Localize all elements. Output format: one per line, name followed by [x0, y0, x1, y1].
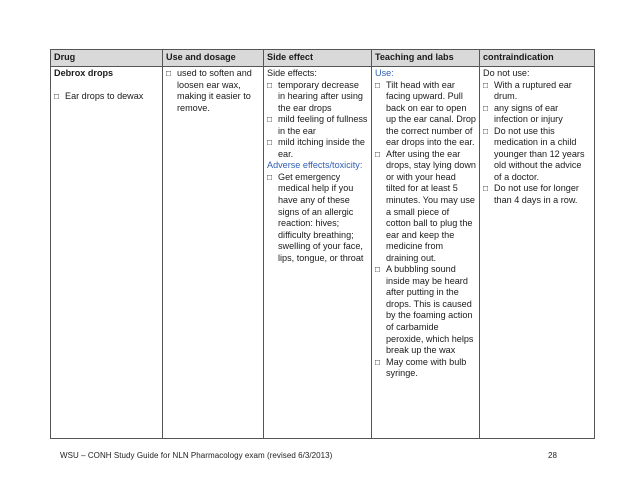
page-footer: WSU – CONH Study Guide for NLN Pharmacology exam (revised 6/3/2013) — [60, 451, 333, 460]
list-item: □ With a ruptured ear drum. — [483, 80, 591, 103]
list-item: □ Do not use this medication in a child younger than 12 years old without the advice of a doctor. — [483, 126, 591, 184]
teaching-title: Use: — [375, 68, 394, 78]
header-side-effect: Side effect — [264, 50, 372, 67]
page-number: 28 — [548, 451, 557, 460]
contra-list — [483, 80, 591, 207]
use-list — [166, 68, 260, 114]
list-item: □ temporary decrease in hearing after using the ear drops — [267, 80, 368, 115]
list-item: □ Ear drops to dewax — [54, 91, 159, 103]
list-item: □ used to soften and loosen ear wax, making it easier to remove. — [166, 68, 260, 114]
list-item: □ A bubbling sound inside may be heard after putting in the drops. This is caused by the foaming action of carbamide peroxide, which helps break up the wax — [375, 264, 476, 356]
teaching-list — [375, 80, 476, 380]
side-effects-title: Side effects: — [267, 68, 317, 78]
drug-list — [54, 91, 159, 103]
side-effects-list — [267, 80, 368, 161]
list-item: □ mild feeling of fullness in the ear — [267, 114, 368, 137]
list-item: □ Tilt head with ear facing upward. Pull back on ear to open up the ear canal. Drop the correct number of ear drops into the ear. — [375, 80, 476, 149]
adverse-effects-list — [267, 172, 368, 264]
drug-name: Debrox drops — [54, 68, 114, 78]
adverse-effects-title: Adverse effects/toxicity: — [267, 160, 363, 171]
list-item: □ Get emergency medical help if you have any of these signs of an allergic reaction: hives; difficulty breathing; swelling of your face, lips, tongue, or throat — [267, 172, 368, 264]
header-contraindication: contraindication — [480, 50, 595, 67]
table-header-row — [51, 50, 595, 67]
cell-contraindication — [480, 67, 595, 439]
cell-drug — [51, 67, 163, 439]
list-item: □ any signs of ear infection or injury — [483, 103, 591, 126]
list-item: □ mild itching inside the ear. — [267, 137, 368, 160]
list-item: □ May come with bulb syringe. — [375, 357, 476, 380]
cell-side-effect — [264, 67, 372, 439]
list-item: □ After using the ear drops, stay lying down or with your head tilted for at least 5 minutes. You may use a small piece of cotton ball to plug the ear and keep the medicine from draining out. — [375, 149, 476, 264]
header-drug: Drug — [51, 50, 163, 67]
cell-teaching-labs — [372, 67, 480, 439]
drug-table — [50, 49, 595, 439]
contra-title: Do not use: — [483, 68, 530, 78]
cell-use-dosage — [163, 67, 264, 439]
list-item: □ Do not use for longer than 4 days in a row. — [483, 183, 591, 206]
table-row — [51, 67, 595, 439]
header-teaching-labs: Teaching and labs — [372, 50, 480, 67]
header-use-dosage: Use and dosage — [163, 50, 264, 67]
